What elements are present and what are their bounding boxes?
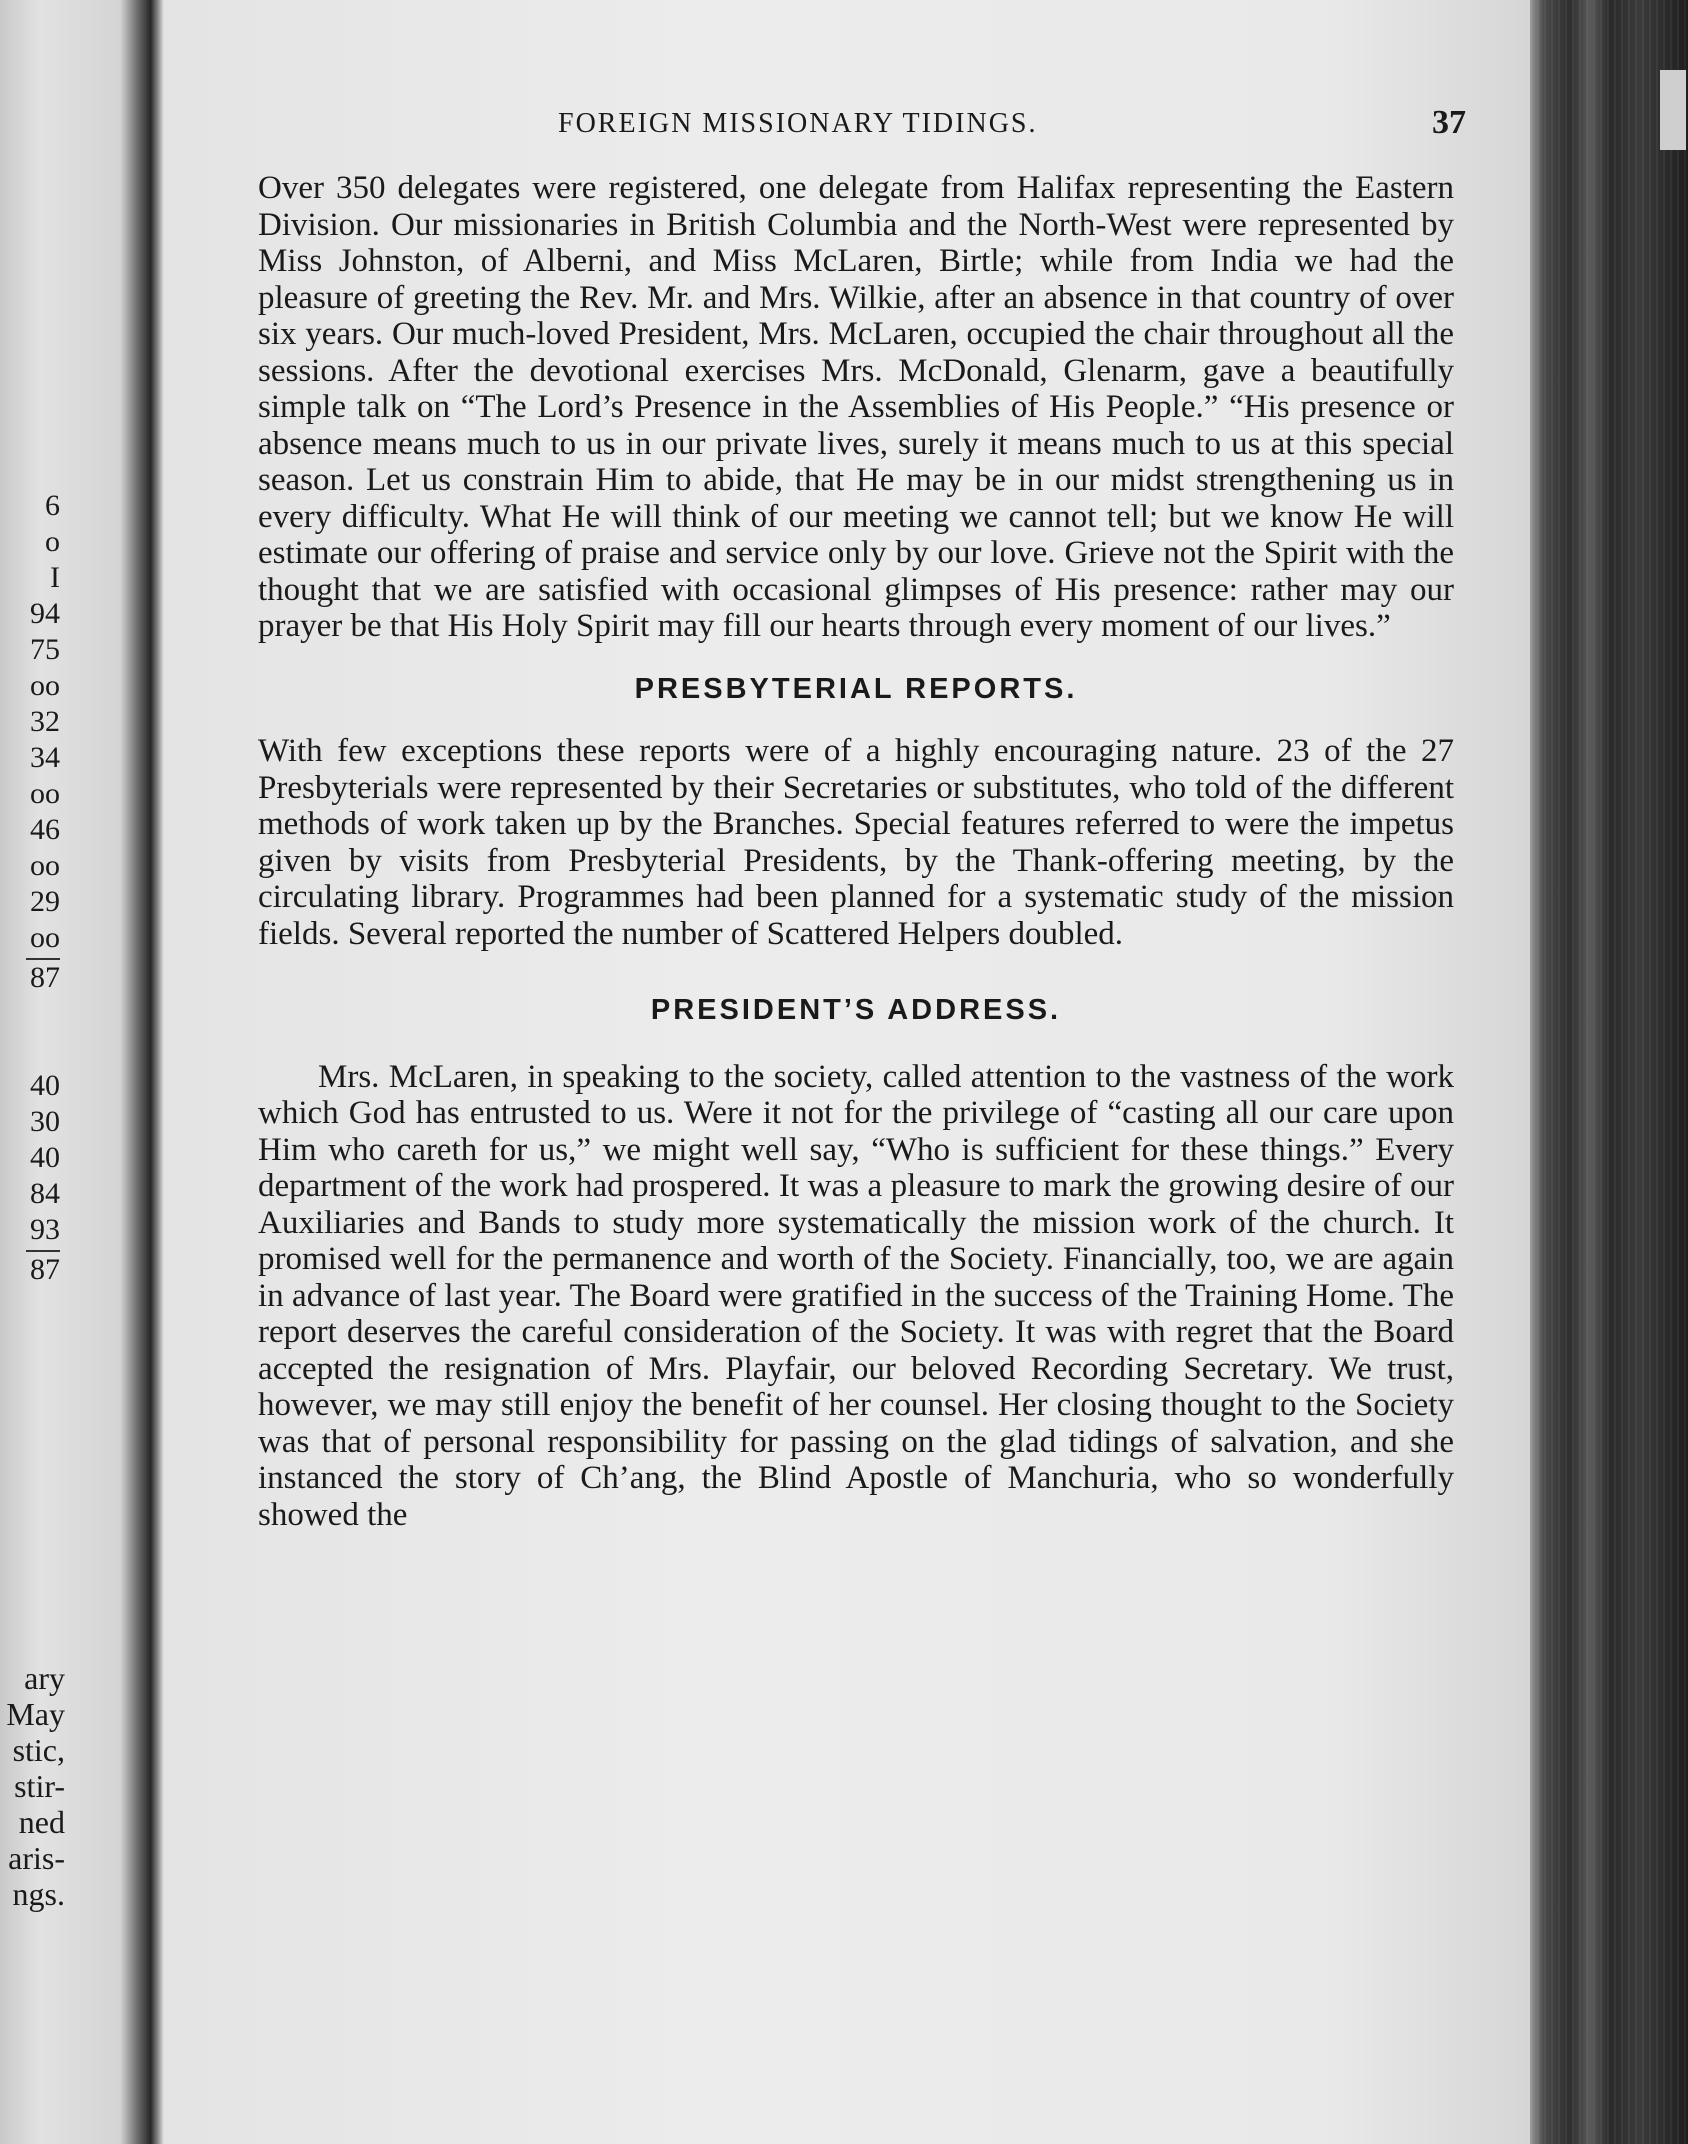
facing-total: 87 [30,961,60,994]
running-title: FOREIGN MISSIONARY TIDINGS. [558,108,1038,139]
facing-word: ned [18,1804,65,1840]
facing-number: 40 [30,1069,60,1102]
facing-number: 84 [30,1177,60,1210]
page-body [258,170,1454,1533]
page-edge-lines [1530,0,1688,2144]
facing-number: oo [30,849,60,882]
facing-number: 93 [30,1213,60,1246]
facing-page-numbers [0,488,60,1288]
facing-number: oo [30,921,60,954]
heading-presidents-address: PRESIDENT’S ADDRESS. [650,994,1062,1026]
paragraph-presidents-address: Mrs. McLaren, in speaking to the society, called attention to the vastness of the work which God has entrusted to us. Were it not for the privilege of “casting all our care upon Him who careth for us,” we might well say, “Who is sufficient for these things.” Every department of the work had prospered. It was a pleasure to mark the growing desire of our Auxiliaries and Bands to study more systematically the mission work of the church. It promised well for the permanence and worth of the Society. Financially, too, we are again in advance of last year. The Board were gratified in the success of the Training Home. The report deserves the careful consideration of the Society. It was with regret that the Board accepted the resignation of Mrs. Playfair, our beloved Recording Secretary. We trust, however, we may still enjoy the benefit of her counsel. Her closing thought to the Society was that of personal responsibility for passing on the glad tidings of salvation, and she instanced the story of Ch’ang, the Blind Apostle of Manchuria, who so wonderfully showed the [258,1058,1454,1533]
facing-word: aris- [8,1840,65,1876]
facing-word: stic, [12,1732,65,1768]
heading-presbyterial-reports: PRESBYTERIAL REPORTS. [634,672,1078,705]
paragraph-presbyterial-reports: With few exceptions these reports were of a highly encouraging nature. 23 of the 27 Presbyterials were represented by their Secretaries or substitutes, who told of the different methods of work taken up by the Branches. Special features referred to were the impetus given by visits from Presbyterial Presidents, by the Thank-offering meeting, by the circulating library. Programmes had been planned for a systematic study of the mission fields. Several reported the number of Scattered Helpers doubled. [258,733,1454,952]
book-page-edges [1530,0,1688,2144]
facing-spacer [0,996,60,1032]
facing-word: May [6,1696,65,1732]
facing-word: ngs. [12,1876,65,1912]
facing-total: 87 [30,1253,60,1286]
facing-number: 29 [30,885,60,918]
facing-number: o [45,525,60,558]
paragraph-delegates: Over 350 delegates were registered, one delegate from Halifax representing the Eastern Division. Our missionaries in British Columbia and the North-West were represented by Miss Johnston, of Alberni, and Miss McLaren, Birtle; while from India we had the pleasure of greeting the Rev. Mr. and Mrs. Wilkie, after an absence in that country of over six years. Our much-loved President, Mrs. McLaren, occupied the chair throughout all the sessions. After the devotional exercises Mrs. McDonald, Glenarm, gave a beautifully simple talk on “The Lord’s Presence in the Assemblies of His People.” “His presence or absence means much to us in our private lives, surely it means much to us at this special season. Let us constrain Him to abide, that He may be in our midst strengthening us in every difficulty. What He will think of our meeting we cannot tell; but we know He will estimate our offering of praise and service only by our love. Grieve not the Spirit with the thought that we are satisfied with occasional glimpses of His presence: rather may our prayer be that His Holy Spirit may fill our hearts through every moment of our lives.” [258,170,1454,644]
facing-number: 94 [30,597,60,630]
facing-word: ary [24,1660,65,1696]
facing-number: 75 [30,633,60,666]
running-header [258,104,1466,148]
facing-number: 6 [45,489,60,522]
page-tab [1660,70,1686,150]
page-number: 37 [1432,104,1466,141]
facing-word: stir- [14,1768,65,1804]
facing-number: 46 [30,813,60,846]
facing-number: 30 [30,1105,60,1138]
book-gutter [150,0,164,2144]
facing-number: I [50,561,60,594]
facing-number: 32 [30,705,60,738]
facing-page-words [0,1660,65,1912]
facing-number: oo [30,669,60,702]
facing-number: 40 [30,1141,60,1174]
facing-spacer [0,1032,60,1068]
facing-number: oo [30,777,60,810]
facing-number: 34 [30,741,60,774]
